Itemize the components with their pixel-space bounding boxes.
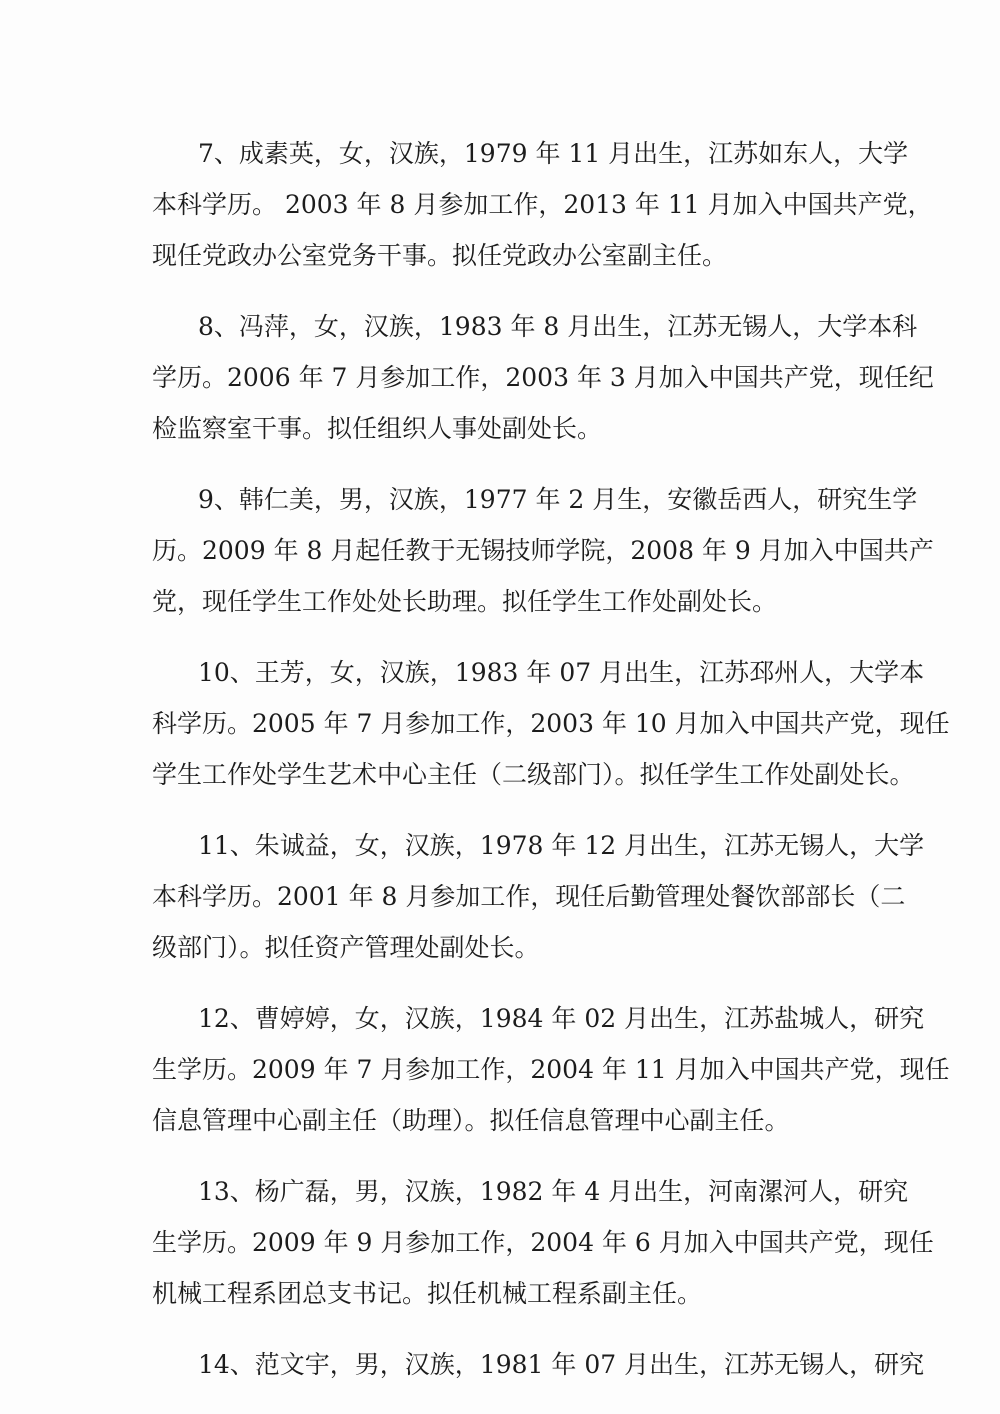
text-line: 9、韩仁美，男，汉族，1977 年 2 月生，安徽岳西人，研究生学	[198, 485, 918, 514]
text-line: 检监察室干事。拟任组织人事处副处长。	[152, 414, 603, 443]
paragraph-11	[152, 820, 925, 973]
text-line: 生学历。2009 年 7 月参加工作，2004 年 11 月加入中国共产党，现任	[152, 1055, 950, 1084]
paragraph-14	[152, 1339, 925, 1390]
text-line: 7、成素英，女，汉族，1979 年 11 月出生，江苏如东人，大学	[198, 139, 909, 168]
text-line: 14、范文宇，男，汉族，1981 年 07 月出生，江苏无锡人，研究	[198, 1350, 925, 1379]
text-line: 学历。2006 年 7 月参加工作，2003 年 3 月加入中国共产党，现任纪	[152, 363, 934, 392]
paragraph-10	[152, 647, 950, 800]
text-line: 13、杨广磊，男，汉族，1982 年 4 月出生，河南漯河人，研究	[198, 1177, 909, 1206]
text-line: 级部门）。拟任资产管理处副处长。	[152, 933, 540, 962]
text-line: 12、曹婷婷，女，汉族，1984 年 02 月出生，江苏盐城人，研究	[198, 1004, 925, 1033]
text-line: 10、王芳，女，汉族，1983 年 07 月出生，江苏邳州人，大学本	[198, 658, 925, 687]
text-line: 机械工程系团总支书记。拟任机械工程系副主任。	[152, 1279, 703, 1308]
paragraph-9	[152, 474, 934, 627]
text-line: 现任党政办公室党务干事。拟任党政办公室副主任。	[152, 241, 728, 270]
paragraph-8	[152, 301, 934, 454]
paragraph-12	[152, 993, 950, 1146]
document-body	[152, 128, 950, 1410]
paragraph-13	[152, 1166, 934, 1319]
text-line: 本科学历。 2003 年 8 月参加工作，2013 年 11 月加入中国共产党，	[152, 190, 933, 219]
text-line: 信息管理中心副主任（助理）。拟任信息管理中心副主任。	[152, 1106, 790, 1135]
text-line: 本科学历。2001 年 8 月参加工作，现任后勤管理处餐饮部部长（二	[152, 882, 906, 911]
text-line: 党，现任学生工作处处长助理。拟任学生工作处副处长。	[152, 587, 778, 616]
text-line: 8、冯萍，女，汉族，1983 年 8 月出生，江苏无锡人，大学本科	[198, 312, 918, 341]
text-line: 科学历。2005 年 7 月参加工作，2003 年 10 月加入中国共产党，现任	[152, 709, 950, 738]
text-line: 学生工作处学生艺术中心主任（二级部门）。拟任学生工作处副处长。	[152, 760, 915, 789]
text-line: 11、朱诚益，女，汉族，1978 年 12 月出生，江苏无锡人，大学	[198, 831, 925, 860]
text-line: 生学历。2009 年 9 月参加工作，2004 年 6 月加入中国共产党，现任	[152, 1228, 934, 1257]
paragraph-7	[152, 128, 933, 281]
text-line: 历。2009 年 8 月起任教于无锡技师学院，2008 年 9 月加入中国共产	[152, 536, 934, 565]
